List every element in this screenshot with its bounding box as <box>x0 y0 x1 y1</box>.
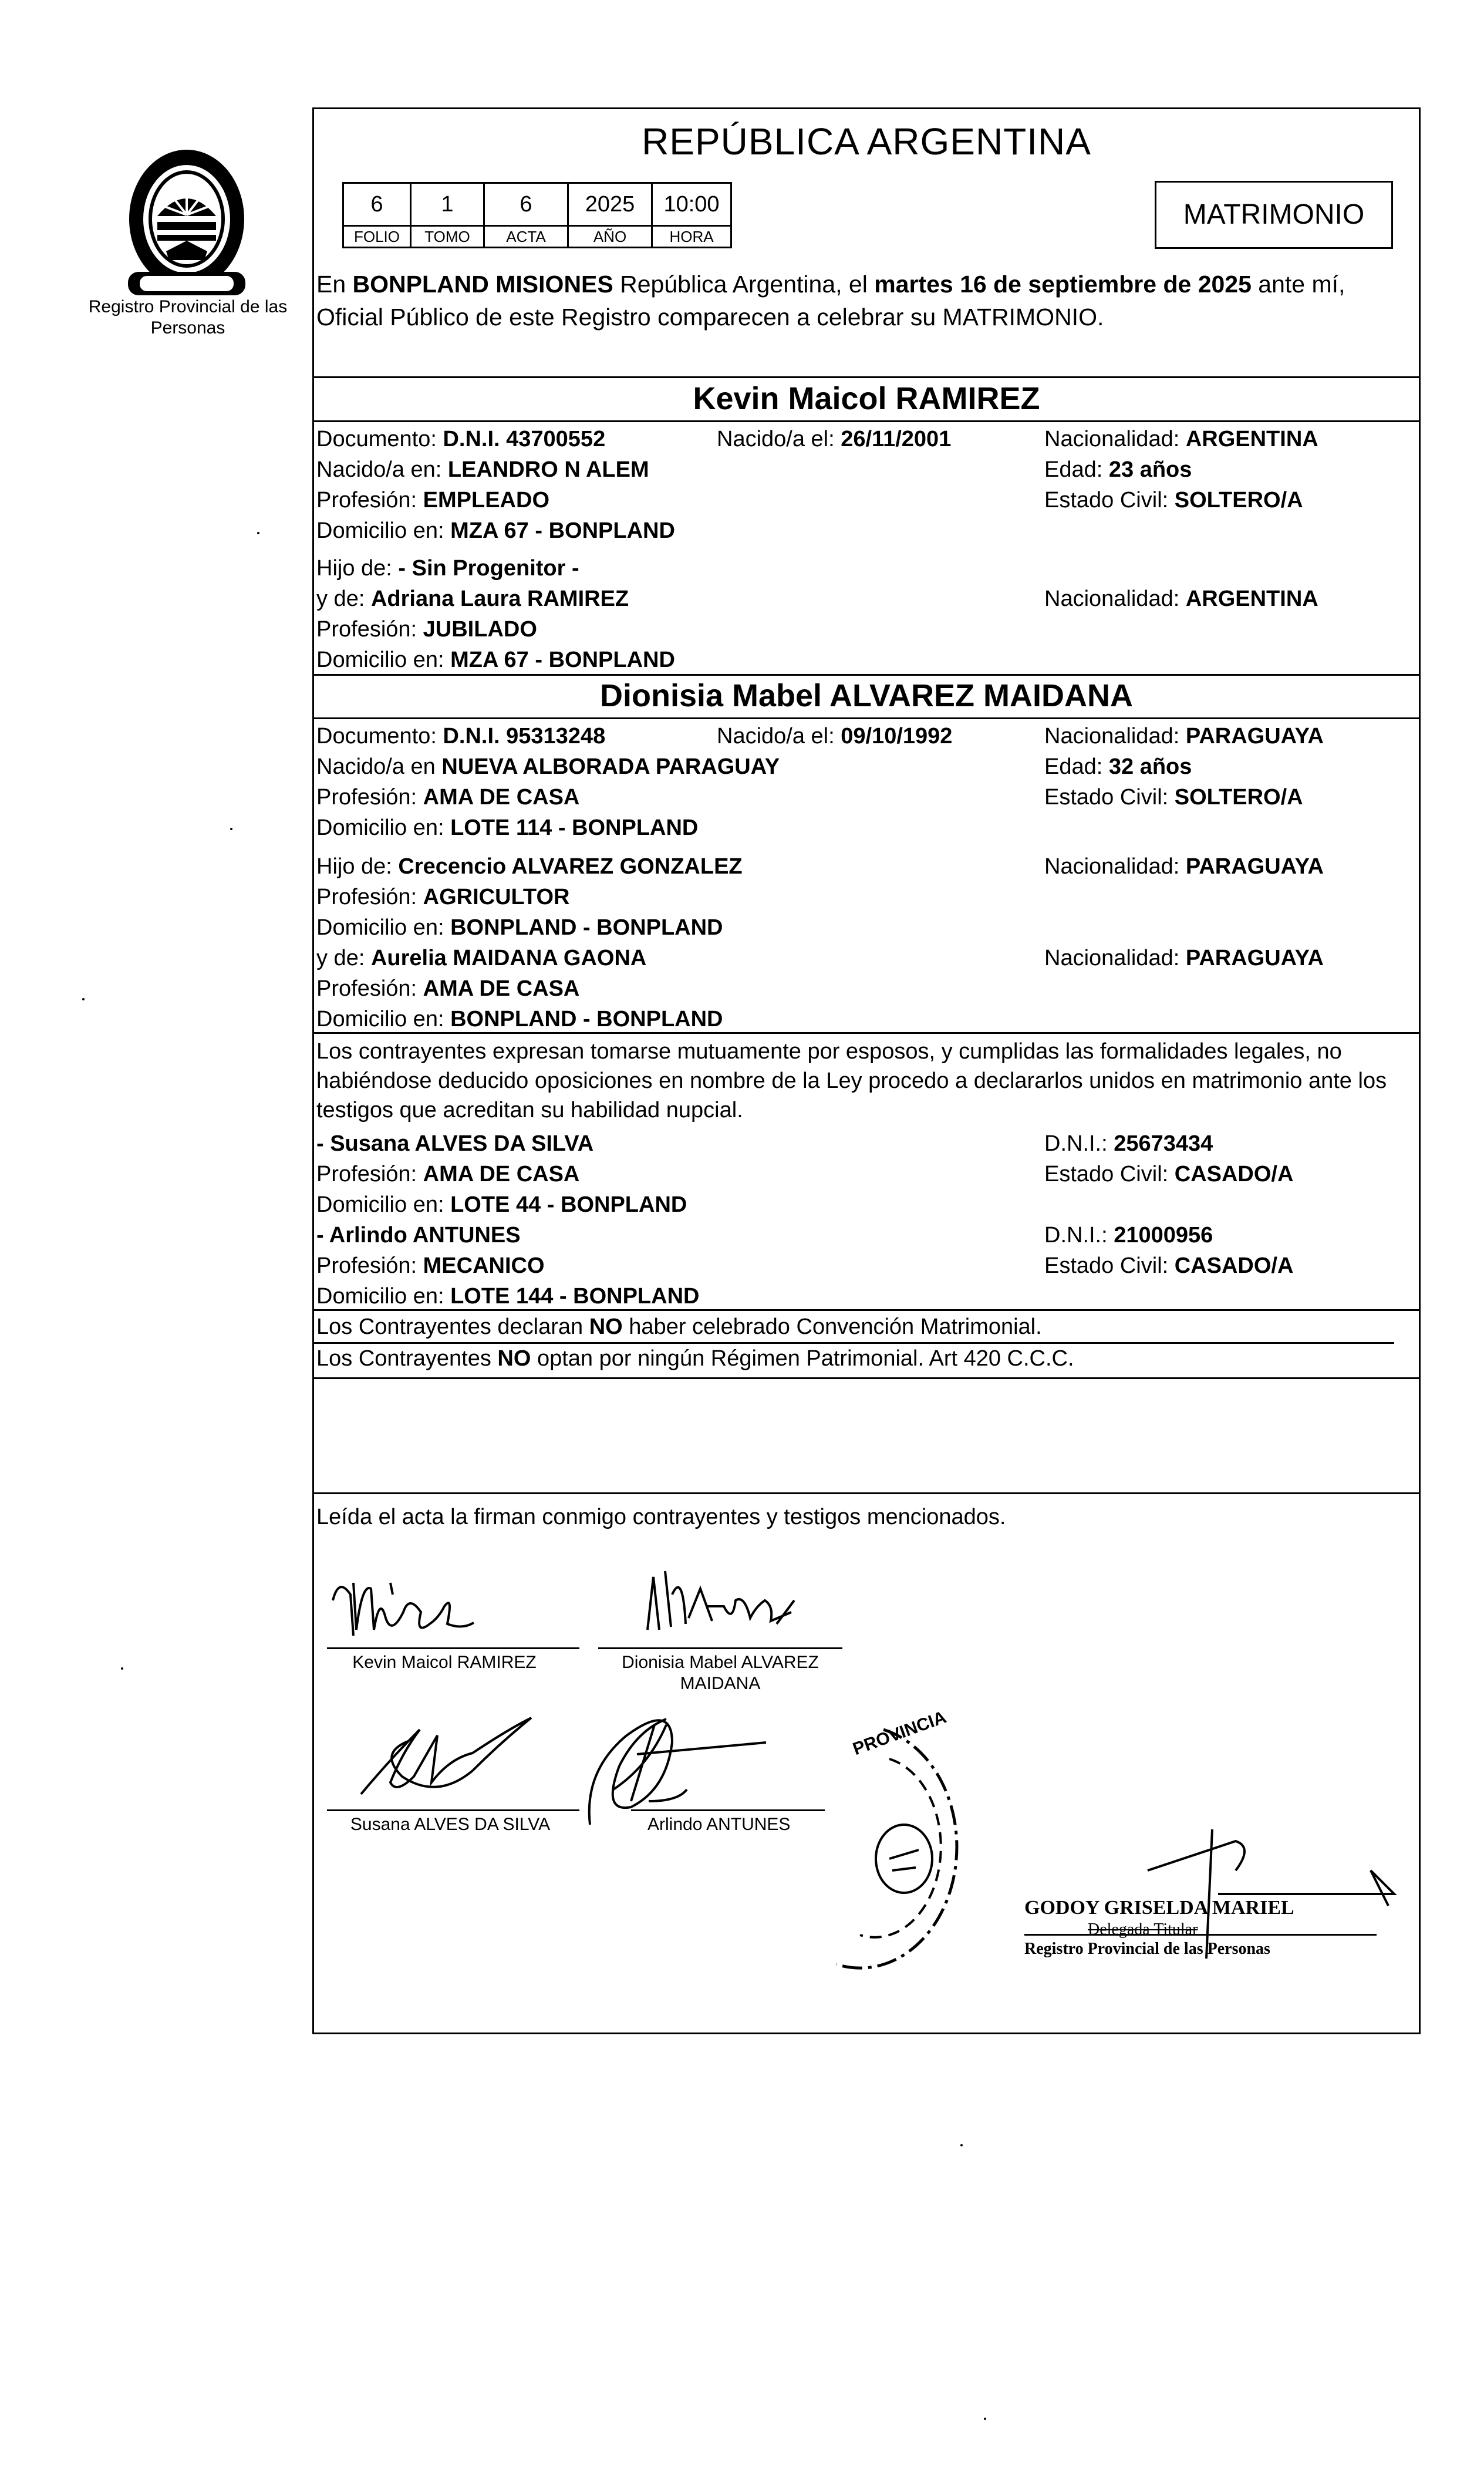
bride-father-profession: Profesión: AGRICULTOR <box>316 885 570 909</box>
groom-father: Hijo de: - Sin Progenitor - <box>316 556 579 581</box>
groom-birthplace: Nacido/a en: LEANDRO N ALEM <box>316 457 649 482</box>
bride-name-heading: Dionisia Mabel ALVAREZ MAIDANA <box>599 678 1134 713</box>
bride-father: Hijo de: Crecencio ALVAREZ GONZALEZ <box>316 854 743 879</box>
witness-2-signature-label: Arlindo ANTUNES <box>647 1815 791 1834</box>
bride-signature-label: Dionisia Mabel ALVAREZ MAIDANA <box>622 1653 819 1693</box>
closing-statement: Leída el acta la firman conmigo contrayentes y testigos mencionados. <box>316 1505 1006 1529</box>
bride-address: Domicilio en: LOTE 114 - BONPLAND <box>316 815 699 840</box>
bride-profession: Profesión: AMA DE CASA <box>316 785 580 810</box>
groom-name-heading: Kevin Maicol RAMIREZ <box>693 381 1040 416</box>
bride-mother-profession: Profesión: AMA DE CASA <box>316 976 580 1001</box>
declaration-paragraph: Los contrayentes expresan tomarse mutuamente por esposos, y cumplidas las formalidades legales, no habiéndose deducido oposiciones en nombre de la Ley procedo a declararlos unidos en matrimonio ante los testigos que acreditan su habilidad nupcial. <box>316 1039 1387 1123</box>
witness-1-name: - Susana ALVES DA SILVA <box>316 1131 594 1156</box>
tomo-label: TOMO <box>411 226 484 248</box>
witness-2-name: - Arlindo ANTUNES <box>316 1223 521 1248</box>
marriage-certificate <box>312 107 1421 2034</box>
witness-1-signature <box>355 1706 543 1806</box>
groom-profession: Profesión: EMPLEADO <box>316 488 550 513</box>
document-type-box: MATRIMONIO <box>1155 181 1393 249</box>
ceremony-date: martes 16 de septiembre de 2025 <box>874 271 1252 298</box>
folio-label: FOLIO <box>343 226 411 248</box>
anio-label: AÑO <box>568 226 652 248</box>
groom-document: Documento: D.N.I. 43700552 <box>316 427 606 451</box>
groom-mother-nationality: Nacionalidad: ARGENTINA <box>1044 587 1318 611</box>
ceremony-place: BONPLAND MISIONES <box>352 271 613 298</box>
official-role: Delegada Titular <box>1088 1920 1198 1939</box>
groom-nationality: Nacionalidad: ARGENTINA <box>1044 427 1318 451</box>
groom-mother: y de: Adriana Laura RAMIREZ <box>316 587 629 611</box>
witness-1-profession: Profesión: AMA DE CASA <box>316 1162 580 1187</box>
bride-mother: y de: Aurelia MAIDANA GAONA <box>316 946 647 970</box>
hora-label: HORA <box>652 226 731 248</box>
bride-mother-nationality: Nacionalidad: PARAGUAYA <box>1044 946 1324 970</box>
bride-birthplace: Nacido/a en NUEVA ALBORADA PARAGUAY <box>316 754 780 779</box>
bride-father-nationality: Nacionalidad: PARAGUAYA <box>1044 854 1324 879</box>
bride-civil-status: Estado Civil: SOLTERO/A <box>1044 785 1303 810</box>
witness-1-dni: D.N.I.: 25673434 <box>1044 1131 1213 1156</box>
witness-1-address: Domicilio en: LOTE 44 - BONPLAND <box>316 1192 687 1217</box>
acta-value: 6 <box>484 183 568 226</box>
folio-value: 6 <box>343 183 411 226</box>
bride-age: Edad: 32 años <box>1044 754 1192 779</box>
groom-address: Domicilio en: MZA 67 - BONPLAND <box>316 518 675 543</box>
groom-age: Edad: 23 años <box>1044 457 1192 482</box>
official-stamp <box>784 1707 1007 1988</box>
anio-value: 2025 <box>568 183 652 226</box>
groom-signature-label: Kevin Maicol RAMIREZ <box>352 1653 537 1672</box>
bride-signature <box>630 1553 806 1636</box>
province-emblem <box>116 140 257 316</box>
witness-2-dni: D.N.I.: 21000956 <box>1044 1223 1213 1248</box>
witness-2-profession: Profesión: MECANICO <box>316 1253 545 1278</box>
bride-father-address: Domicilio en: BONPLAND - BONPLAND <box>316 915 723 940</box>
witness-1-signature-label: Susana ALVES DA SILVA <box>350 1815 551 1834</box>
bride-nationality: Nacionalidad: PARAGUAYA <box>1044 724 1324 749</box>
bride-mother-address: Domicilio en: BONPLAND - BONPLAND <box>316 1007 723 1032</box>
witness-2-address: Domicilio en: LOTE 144 - BONPLAND <box>316 1284 700 1309</box>
groom-birthdate: Nacido/a el: 26/11/2001 <box>717 427 952 451</box>
acta-label: ACTA <box>484 226 568 248</box>
folio-table <box>342 182 732 248</box>
registry-label: Registro Provincial de las Personas <box>88 297 288 338</box>
hora-value: 10:00 <box>652 183 731 226</box>
official-name: GODOY GRISELDA MARIEL <box>1024 1897 1294 1919</box>
official-registry: Registro Provincial de las Personas <box>1024 1940 1270 1958</box>
groom-signature <box>327 1559 480 1642</box>
convention-statement: Los Contrayentes declaran NO haber celebrado Convención Matrimonial. <box>316 1314 1042 1339</box>
bride-document: Documento: D.N.I. 95313248 <box>316 724 606 749</box>
regime-statement: Los Contrayentes NO optan por ningún Régimen Patrimonial. Art 420 C.C.C. <box>316 1346 1074 1371</box>
stamp-text: PROVINCIA <box>850 1707 949 1760</box>
country-title: REPÚBLICA ARGENTINA <box>642 120 1091 163</box>
intro-paragraph: En BONPLAND MISIONES República Argentina, el martes 16 de septiembre de 2025 ante mí, Oficial Público de este Registro comparecen a celebrar su MATRIMONIO. <box>316 271 1345 331</box>
tomo-value: 1 <box>411 183 484 226</box>
groom-mother-address: Domicilio en: MZA 67 - BONPLAND <box>316 648 675 672</box>
witness-1-civil-status: Estado Civil: CASADO/A <box>1044 1162 1294 1187</box>
bride-birthdate: Nacido/a el: 09/10/1992 <box>717 724 953 749</box>
groom-mother-profession: Profesión: JUBILADO <box>316 617 537 642</box>
groom-civil-status: Estado Civil: SOLTERO/A <box>1044 488 1303 513</box>
witness-2-civil-status: Estado Civil: CASADO/A <box>1044 1253 1294 1278</box>
